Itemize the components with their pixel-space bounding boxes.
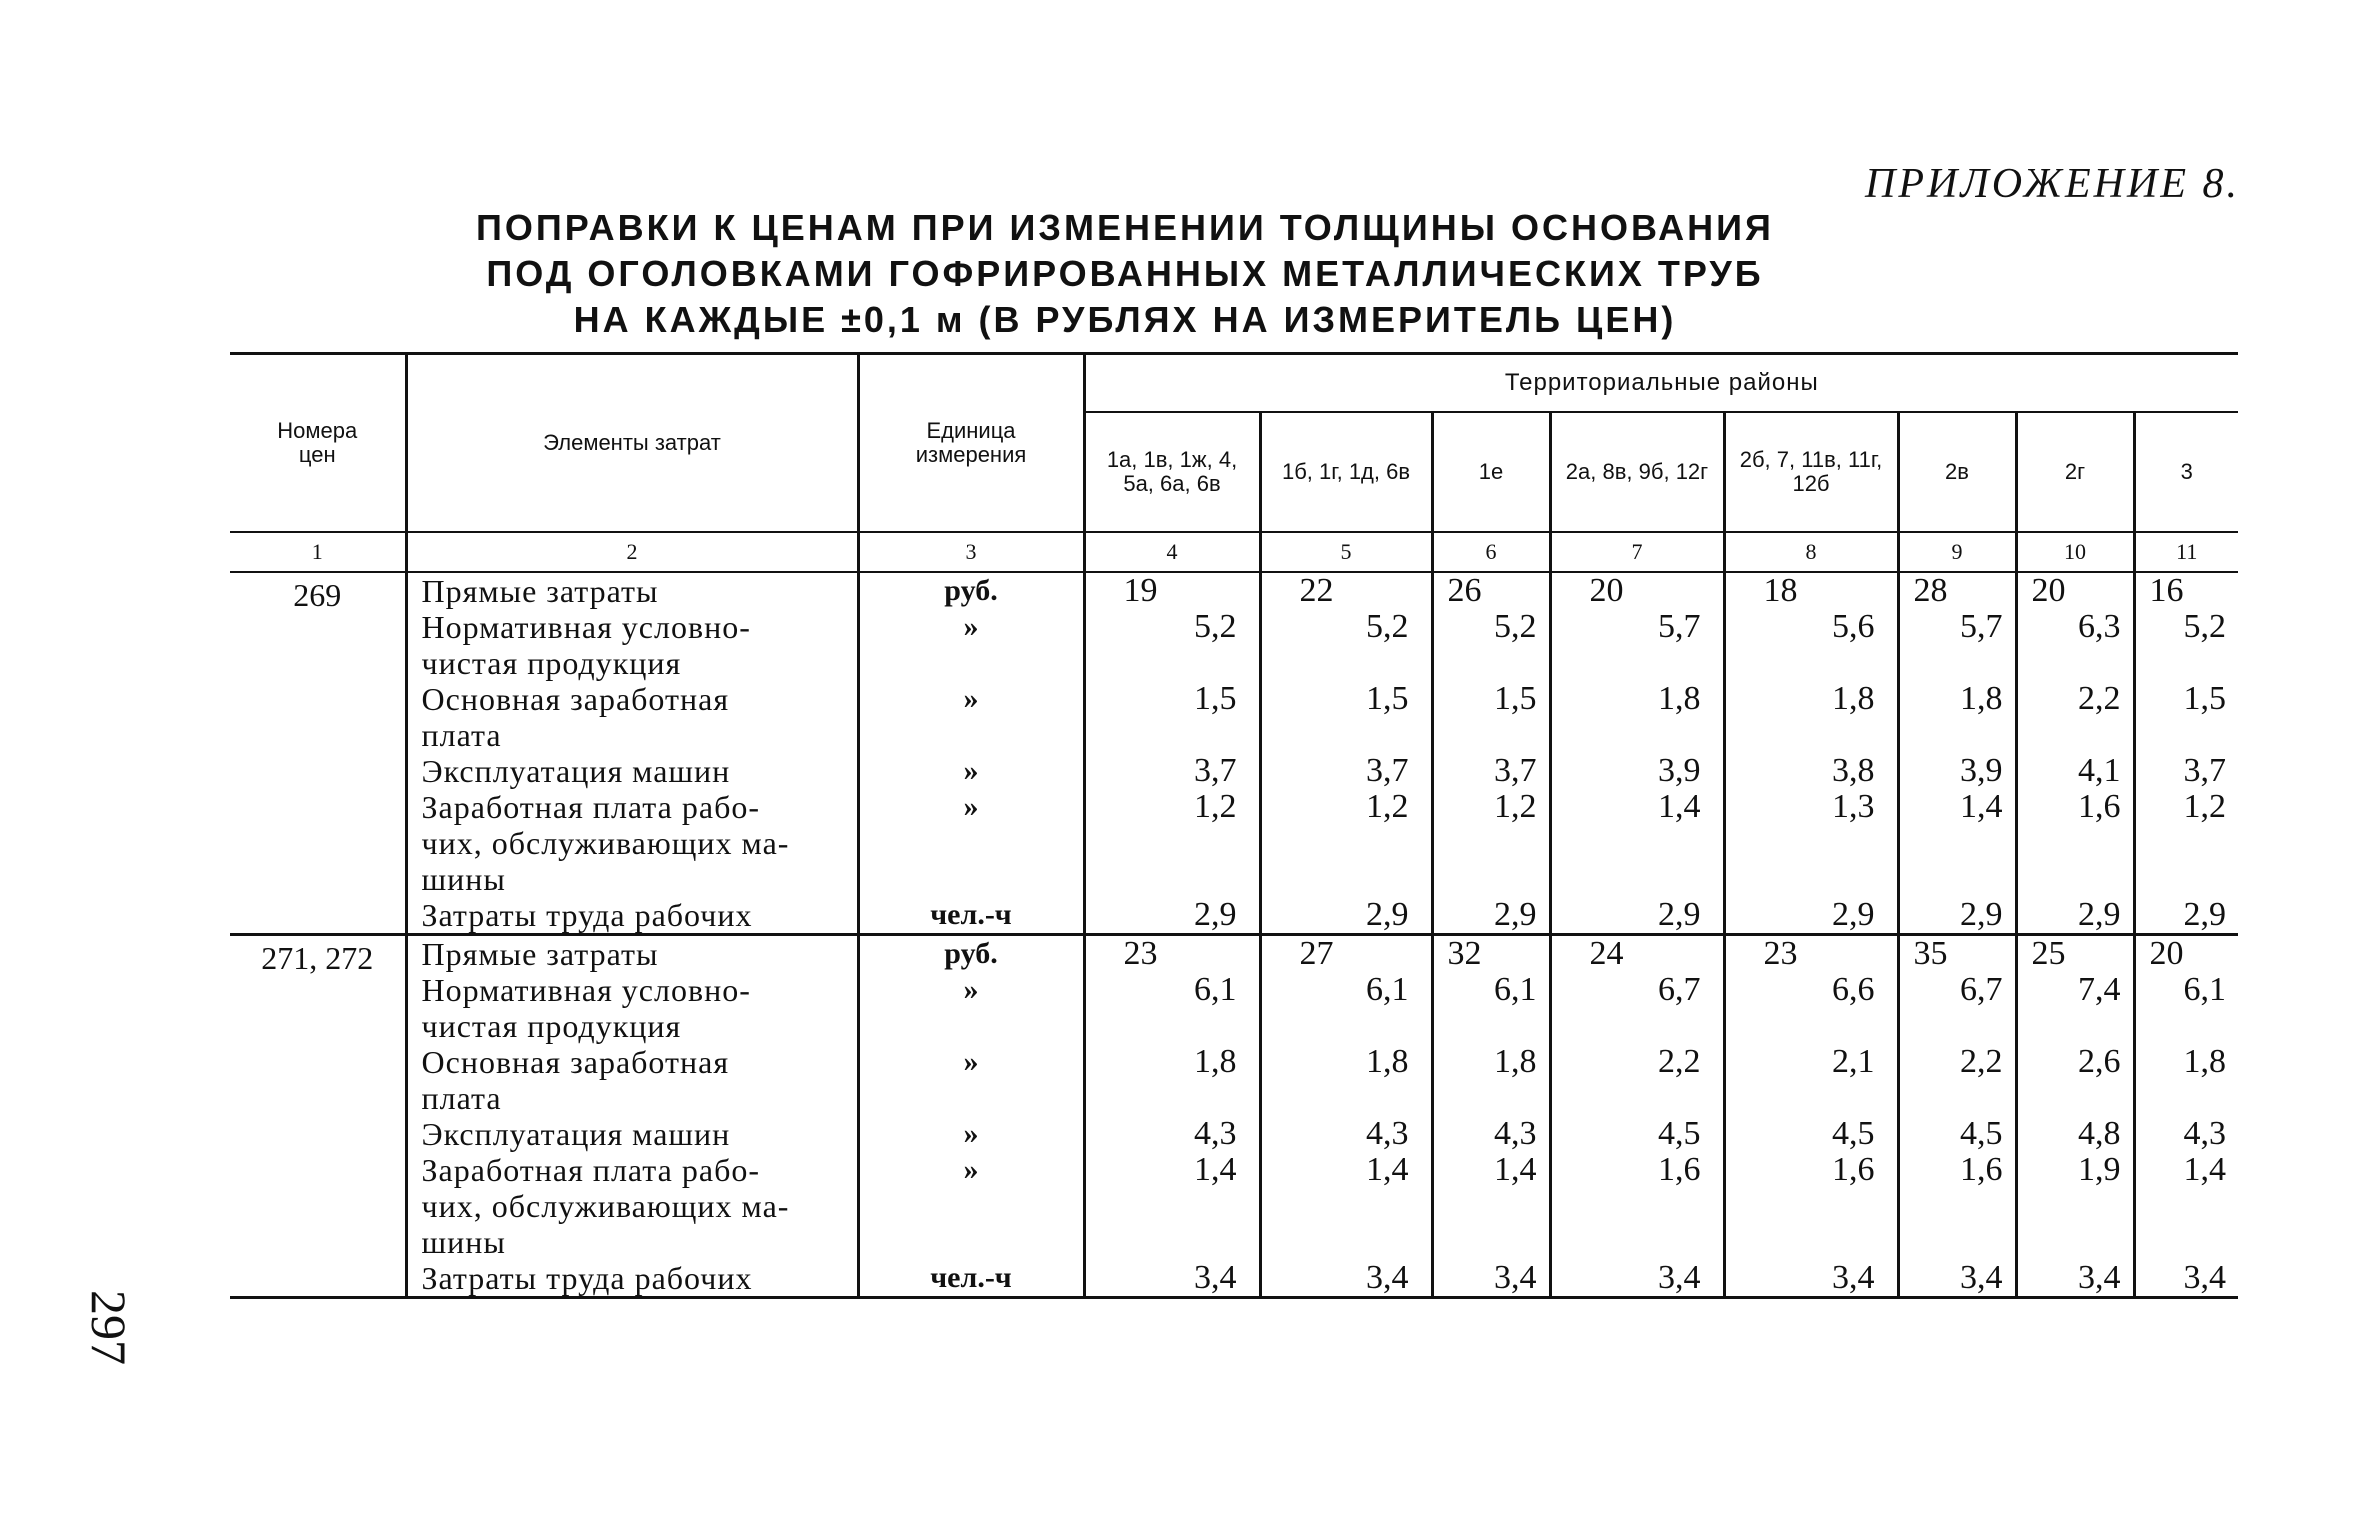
value-cell <box>1550 935 1724 1298</box>
cost-elements-cell <box>406 572 858 935</box>
header-cost-elements: Элементы затрат <box>406 354 858 533</box>
value-line <box>2136 717 2239 753</box>
value-line <box>1726 645 1897 681</box>
header-unit: Единица измерения <box>858 354 1084 533</box>
value-line <box>1086 861 1259 897</box>
value-line <box>1726 861 1897 897</box>
value-line <box>1552 1224 1723 1260</box>
value-line: 5,2 <box>2183 608 2227 645</box>
value-cell <box>1724 572 1898 935</box>
value-line: 3,4 <box>1832 1259 1875 1296</box>
value-line: 6,7 <box>1658 971 1701 1008</box>
value-line: 4,5 <box>1658 1115 1701 1152</box>
value-line <box>1262 1008 1431 1044</box>
value-line: 3,4 <box>1366 1259 1409 1296</box>
value-line <box>1726 717 1897 753</box>
value-line: 1,8 <box>1194 1043 1237 1080</box>
value-line: 3,7 <box>1366 752 1409 789</box>
value-line <box>1262 645 1431 681</box>
value-line: 1,6 <box>1832 1151 1875 1188</box>
value-line: 1,2 <box>1366 788 1409 825</box>
value-line <box>1086 717 1259 753</box>
value-line <box>1086 1008 1259 1044</box>
title-line-1: ПОПРАВКИ К ЦЕНАМ ПРИ ИЗМЕНЕНИИ ТОЛЩИНЫ ОСНОВАНИЯ <box>476 207 1774 248</box>
value-line: 18 <box>1763 572 1798 609</box>
value-line: 6,3 <box>2078 608 2121 645</box>
cost-element-line: Основная заработная <box>421 681 730 717</box>
value-line: 3,4 <box>2183 1259 2227 1296</box>
value-line <box>1552 1188 1723 1224</box>
value-line: 1,5 <box>1194 680 1237 717</box>
value-line <box>1086 645 1259 681</box>
value-line <box>1434 1188 1549 1224</box>
value-line <box>1434 861 1549 897</box>
value-line: 2,9 <box>1832 896 1875 933</box>
unit-line <box>860 717 1083 753</box>
price-group-row <box>230 572 2238 935</box>
cost-element-line: Затраты труда рабочих <box>421 897 753 933</box>
cost-element-line: Заработная плата рабо- <box>421 1152 761 1188</box>
column-number: 2 <box>406 532 858 572</box>
value-cell <box>1260 572 1432 935</box>
value-line <box>1262 717 1431 753</box>
value-line <box>1900 645 2015 681</box>
value-line: 1,8 <box>2183 1043 2227 1080</box>
value-line: 2,9 <box>1194 896 1237 933</box>
value-line: 32 <box>1447 935 1482 972</box>
value-line: 6,1 <box>2183 971 2227 1008</box>
cost-element-line: шины <box>421 1224 506 1260</box>
value-cell <box>1260 935 1432 1298</box>
value-cell <box>1550 572 1724 935</box>
value-line <box>2136 645 2239 681</box>
value-line <box>1552 1080 1723 1116</box>
value-line: 1,4 <box>2183 1151 2227 1188</box>
header-district: 1б, 1г, 1д, 6в <box>1260 412 1432 532</box>
value-line: 4,1 <box>2078 752 2121 789</box>
value-line: 23 <box>1763 935 1798 972</box>
value-line: 1,6 <box>1658 1151 1701 1188</box>
value-line <box>2136 1080 2239 1116</box>
value-line: 2,9 <box>1494 896 1537 933</box>
cost-element-line: Основная заработная <box>421 1044 730 1080</box>
cost-element-line: Нормативная условно- <box>421 609 751 645</box>
value-line: 6,7 <box>1960 971 2003 1008</box>
value-line: 1,2 <box>1194 788 1237 825</box>
value-line <box>1262 1080 1431 1116</box>
price-numbers-cell: 269 <box>230 572 406 935</box>
value-line: 4,5 <box>1832 1115 1875 1152</box>
value-cell <box>1084 572 1260 935</box>
value-line: 1,5 <box>2183 680 2227 717</box>
value-line: 1,4 <box>1194 1151 1237 1188</box>
value-line: 5,6 <box>1832 608 1875 645</box>
value-line: 1,6 <box>1960 1151 2003 1188</box>
unit-line: » <box>963 1153 979 1186</box>
value-line <box>1726 1188 1897 1224</box>
value-line: 3,4 <box>1658 1259 1701 1296</box>
value-line <box>1552 1008 1723 1044</box>
header-territorial-districts: Территориальные районы <box>1084 354 2238 413</box>
unit-line <box>860 825 1083 861</box>
price-numbers-cell: 271, 272 <box>230 935 406 1298</box>
value-line <box>1086 1080 1259 1116</box>
column-number: 8 <box>1724 532 1898 572</box>
value-line: 3,4 <box>2078 1259 2121 1296</box>
cost-element-line: Затраты труда рабочих <box>421 1260 753 1296</box>
unit-line <box>860 1008 1083 1044</box>
value-line: 22 <box>1299 572 1334 609</box>
column-number: 9 <box>1898 532 2016 572</box>
value-line <box>2018 861 2133 897</box>
value-line: 5,7 <box>1658 608 1701 645</box>
cost-element-line: чих, обслуживающих ма- <box>421 1188 790 1224</box>
value-line: 3,8 <box>1832 752 1875 789</box>
unit-line: руб. <box>944 937 998 970</box>
value-line: 3,4 <box>1194 1259 1237 1296</box>
value-line: 16 <box>2149 572 2184 609</box>
value-line <box>2136 1188 2239 1224</box>
unit-line <box>860 1224 1083 1260</box>
value-line: 35 <box>1913 935 1948 972</box>
value-line: 6,1 <box>1366 971 1409 1008</box>
value-line: 2,2 <box>1960 1043 2003 1080</box>
value-line: 3,9 <box>1960 752 2003 789</box>
header-price-numbers: Номера цен <box>230 354 406 533</box>
value-line <box>2136 825 2239 861</box>
unit-line: » <box>963 610 979 643</box>
value-line: 20 <box>2031 572 2066 609</box>
value-line: 4,3 <box>1194 1115 1237 1152</box>
value-line: 1,9 <box>2078 1151 2121 1188</box>
value-line <box>1900 825 2015 861</box>
value-line <box>1900 717 2015 753</box>
value-line: 3,4 <box>1960 1259 2003 1296</box>
unit-line: » <box>963 754 979 787</box>
header-district: 2г <box>2016 412 2134 532</box>
value-line <box>1434 1080 1549 1116</box>
value-line <box>1262 861 1431 897</box>
value-line <box>1086 825 1259 861</box>
value-line: 1,6 <box>2078 788 2121 825</box>
unit-cell <box>858 572 1084 935</box>
cost-element-line: плата <box>421 1080 502 1116</box>
cost-element-line: чих, обслуживающих ма- <box>421 825 790 861</box>
value-line <box>1900 1188 2015 1224</box>
value-line: 4,5 <box>1960 1115 2003 1152</box>
value-cell <box>1432 935 1550 1298</box>
value-line <box>1726 1008 1897 1044</box>
value-line <box>1900 1080 2015 1116</box>
title-line-2: ПОД ОГОЛОВКАМИ ГОФРИРОВАННЫХ МЕТАЛЛИЧЕСКИХ ТРУБ <box>486 253 1764 294</box>
value-line <box>2018 825 2133 861</box>
unit-line: » <box>963 790 979 823</box>
value-line: 5,2 <box>1366 608 1409 645</box>
value-line: 1,5 <box>1366 680 1409 717</box>
value-cell <box>2016 935 2134 1298</box>
value-line: 1,2 <box>1494 788 1537 825</box>
cost-element-line: чистая продукция <box>421 645 682 681</box>
price-group-row <box>230 935 2238 1298</box>
value-line: 20 <box>1589 572 1624 609</box>
value-line: 6,1 <box>1194 971 1237 1008</box>
value-line <box>1900 1008 2015 1044</box>
value-line <box>1726 1080 1897 1116</box>
value-line: 1,8 <box>1366 1043 1409 1080</box>
value-line <box>2136 1224 2239 1260</box>
cost-elements-cell <box>406 935 858 1298</box>
value-line: 5,2 <box>1194 608 1237 645</box>
cost-element-line: Эксплуатация машин <box>421 753 731 789</box>
value-line: 6,6 <box>1832 971 1875 1008</box>
value-line <box>2018 1224 2133 1260</box>
value-line: 5,2 <box>1494 608 1537 645</box>
value-line: 27 <box>1299 935 1334 972</box>
value-line <box>2018 1188 2133 1224</box>
cost-element-line: чистая продукция <box>421 1008 682 1044</box>
value-line: 1,2 <box>2183 788 2227 825</box>
column-number: 4 <box>1084 532 1260 572</box>
column-number: 7 <box>1550 532 1724 572</box>
value-line <box>1086 1188 1259 1224</box>
value-line: 2,9 <box>1658 896 1701 933</box>
value-line: 1,8 <box>1832 680 1875 717</box>
value-line: 7,4 <box>2078 971 2121 1008</box>
value-line <box>1552 861 1723 897</box>
header-district: 1е <box>1432 412 1550 532</box>
unit-line: » <box>963 1117 979 1150</box>
value-line: 28 <box>1913 572 1948 609</box>
value-line: 2,9 <box>2183 896 2227 933</box>
value-line <box>1434 825 1549 861</box>
cost-element-line: Прямые затраты <box>421 936 659 972</box>
value-line: 1,8 <box>1658 680 1701 717</box>
unit-line: чел.-ч <box>930 1261 1012 1294</box>
header-district: 3 <box>2134 412 2238 532</box>
value-line: 3,7 <box>2183 752 2227 789</box>
unit-cell <box>858 935 1084 1298</box>
value-cell <box>1724 935 1898 1298</box>
value-line: 3,7 <box>1194 752 1237 789</box>
value-line: 24 <box>1589 935 1624 972</box>
page-number: 297 <box>81 1290 137 1365</box>
unit-line: » <box>963 973 979 1006</box>
value-line: 1,3 <box>1832 788 1875 825</box>
value-line <box>1434 1008 1549 1044</box>
value-line <box>2018 1008 2133 1044</box>
value-line <box>1262 1188 1431 1224</box>
value-line: 3,7 <box>1494 752 1537 789</box>
value-line <box>2136 861 2239 897</box>
cost-element-line: Эксплуатация машин <box>421 1116 731 1152</box>
unit-line <box>860 861 1083 897</box>
header-district: 1а, 1в, 1ж, 4, 5а, 6а, 6в <box>1084 412 1260 532</box>
value-line <box>1726 1224 1897 1260</box>
value-line <box>1552 825 1723 861</box>
appendix-label: ПРИЛОЖЕНИЕ 8. <box>1865 161 2240 207</box>
value-line <box>1434 645 1549 681</box>
value-line: 2,2 <box>2078 680 2121 717</box>
price-adjustment-table <box>230 352 2238 1299</box>
value-line: 2,9 <box>1960 896 2003 933</box>
value-line: 26 <box>1447 572 1482 609</box>
value-line <box>2018 1080 2133 1116</box>
value-line: 2,9 <box>2078 896 2121 933</box>
cost-element-line: шины <box>421 861 506 897</box>
value-line <box>1086 1224 1259 1260</box>
unit-line <box>860 1188 1083 1224</box>
value-line: 2,2 <box>1658 1043 1701 1080</box>
value-line: 5,7 <box>1960 608 2003 645</box>
value-cell <box>1898 572 2016 935</box>
value-line: 3,4 <box>1494 1259 1537 1296</box>
header-district: 2в <box>1898 412 2016 532</box>
value-line: 3,9 <box>1658 752 1701 789</box>
value-line <box>1900 861 2015 897</box>
value-cell <box>2016 572 2134 935</box>
column-number: 5 <box>1260 532 1432 572</box>
value-line: 1,8 <box>1960 680 2003 717</box>
value-line <box>2018 645 2133 681</box>
value-line: 23 <box>1123 935 1158 972</box>
value-line: 20 <box>2149 935 2184 972</box>
page-title <box>320 205 1930 343</box>
value-line: 1,5 <box>1494 680 1537 717</box>
value-line <box>1434 1224 1549 1260</box>
cost-element-line: плата <box>421 717 502 753</box>
value-line: 2,1 <box>1832 1043 1875 1080</box>
value-line: 4,3 <box>1366 1115 1409 1152</box>
unit-line: чел.-ч <box>930 898 1012 931</box>
column-number: 11 <box>2134 532 2238 572</box>
value-line: 2,6 <box>2078 1043 2121 1080</box>
cost-element-line: Заработная плата рабо- <box>421 789 761 825</box>
value-line: 4,3 <box>2183 1115 2227 1152</box>
value-cell <box>1084 935 1260 1298</box>
value-cell <box>2134 935 2238 1298</box>
value-line: 25 <box>2031 935 2066 972</box>
unit-line: » <box>963 1045 979 1078</box>
value-line <box>1726 825 1897 861</box>
value-line <box>2018 717 2133 753</box>
value-line: 1,4 <box>1494 1151 1537 1188</box>
cost-element-line: Прямые затраты <box>421 573 659 609</box>
unit-line <box>860 1080 1083 1116</box>
value-line <box>1552 717 1723 753</box>
value-line: 1,4 <box>1960 788 2003 825</box>
value-line <box>1434 717 1549 753</box>
cost-element-line: Нормативная условно- <box>421 972 751 1008</box>
value-line <box>1262 1224 1431 1260</box>
value-line: 1,4 <box>1366 1151 1409 1188</box>
value-line: 1,8 <box>1494 1043 1537 1080</box>
value-line <box>1900 1224 2015 1260</box>
unit-line: » <box>963 682 979 715</box>
title-line-3: НА КАЖДЫЕ ±0,1 м (В РУБЛЯХ НА ИЗМЕРИТЕЛЬ ЦЕН) <box>573 299 1677 340</box>
value-line: 2,9 <box>1366 896 1409 933</box>
value-line <box>1262 825 1431 861</box>
value-line: 4,8 <box>2078 1115 2121 1152</box>
value-line: 4,3 <box>1494 1115 1537 1152</box>
value-line <box>1552 645 1723 681</box>
column-number: 6 <box>1432 532 1550 572</box>
value-cell <box>2134 572 2238 935</box>
unit-line <box>860 645 1083 681</box>
value-line: 1,4 <box>1658 788 1701 825</box>
value-line: 19 <box>1123 572 1158 609</box>
header-district: 2а, 8в, 9б, 12г <box>1550 412 1724 532</box>
column-number: 1 <box>230 532 406 572</box>
value-line: 6,1 <box>1494 971 1537 1008</box>
value-line <box>2136 1008 2239 1044</box>
value-cell <box>1898 935 2016 1298</box>
unit-line: руб. <box>944 574 998 607</box>
column-number: 3 <box>858 532 1084 572</box>
header-district: 2б, 7, 11в, 11г, 12б <box>1724 412 1898 532</box>
column-number: 10 <box>2016 532 2134 572</box>
value-cell <box>1432 572 1550 935</box>
